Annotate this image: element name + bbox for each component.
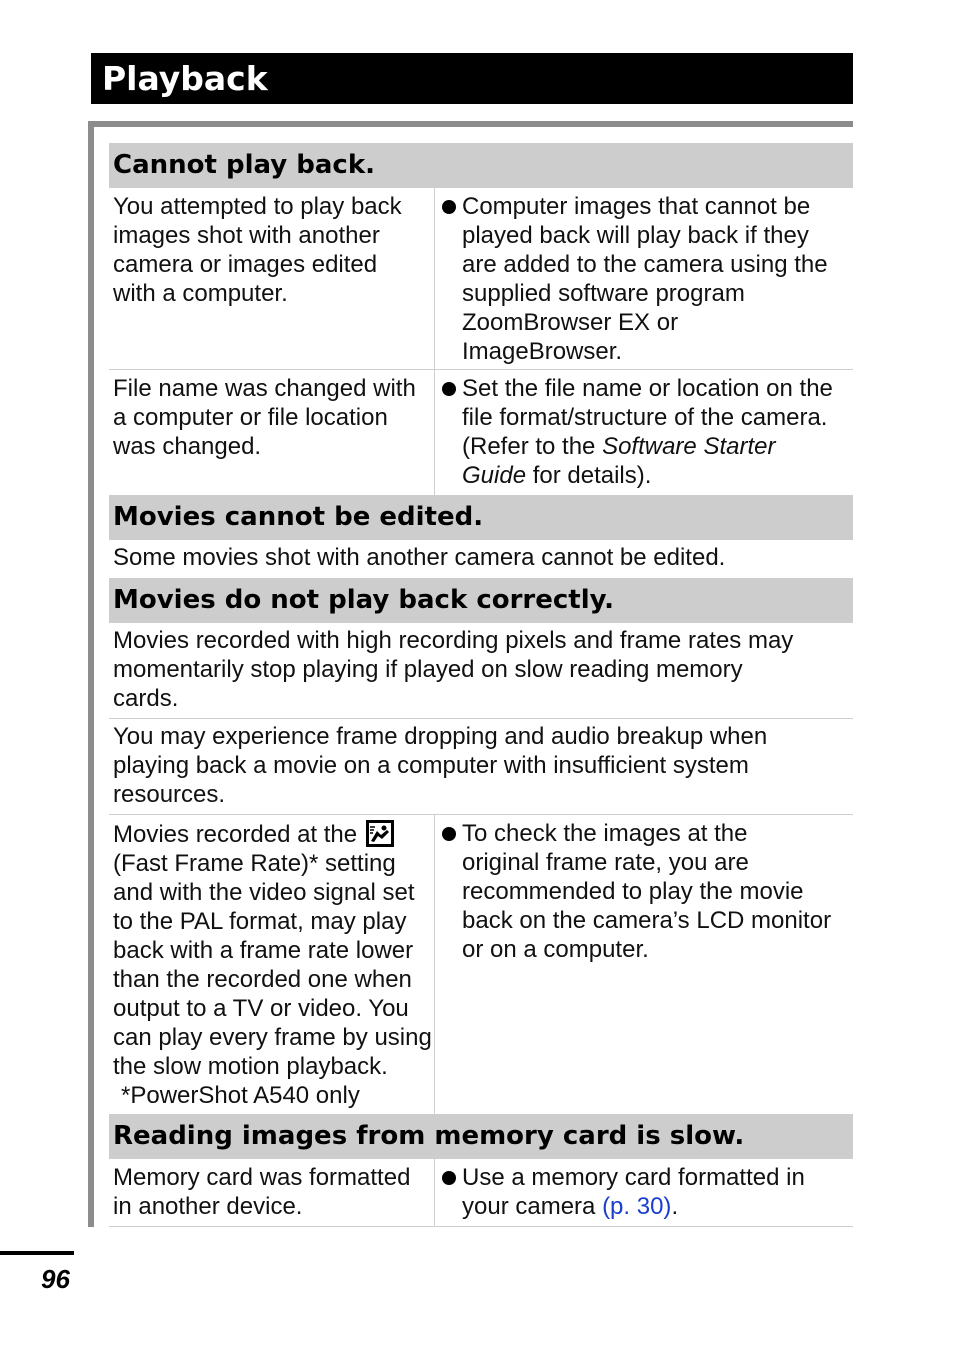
table-row: [109, 623, 853, 719]
table-row: [109, 815, 853, 1114]
remedy-text: Computer images that cannot be played back will play back if they are added to the camera using the supplied software program ZoomBrowser EX or ImageBrowser.: [462, 193, 828, 365]
table-row: [109, 370, 853, 495]
section-heading-movies-play: Movies do not play back correctly.: [109, 578, 853, 623]
cause-text: File name was changed with a computer or file location was changed.: [113, 375, 416, 460]
remedy-text: Use a memory card formatted in your camera (p. 30).: [462, 1164, 805, 1220]
page-title: Playback: [91, 53, 853, 104]
table-row: [109, 719, 853, 815]
cause-text: Memory card was formatted in another device.: [113, 1164, 411, 1220]
movies-play-para2: You may experience frame dropping and audio breakup when playing back a movie on a computer with insufficient system resources.: [113, 723, 768, 808]
remedy-cell: [435, 815, 853, 1114]
remedy-cell: [435, 188, 853, 369]
remedy-text: To check the images at the original frame rate, you are recommended to play the movie back on the camera’s LCD monitor or on a computer.: [462, 820, 832, 963]
remedy-text: Set the file name or location on the file format/structure of the camera. (Refer to the Software Starter Guide for details).: [462, 375, 833, 489]
footnote: *PowerShot A540 only: [121, 1082, 360, 1109]
table-row: [109, 540, 853, 578]
fast-frame-rate-icon: [365, 819, 395, 848]
cause-cell: [109, 370, 435, 495]
manual-title: Guide: [462, 462, 527, 489]
section-heading-reading-slow: Reading images from memory card is slow.: [109, 1114, 853, 1159]
cause-cell: [109, 815, 435, 1114]
table-row: [109, 188, 853, 370]
bullet-icon: [442, 1171, 456, 1185]
cause-cell: [109, 188, 435, 369]
cause-text: Movies recorded at the (Fast Frame Rate)* setting and with the video signal set to the PAL format, may play back with a frame rate lower than the recorded one when output to a TV or video. You can play every frame by using the slow motion playback. *PowerShot A540 only: [113, 819, 435, 1110]
cause-cell: [109, 1159, 435, 1226]
page-number: 96: [41, 1264, 70, 1294]
footer-rule: [0, 1251, 74, 1255]
bullet-icon: [442, 827, 456, 841]
section-heading-movies-edit: Movies cannot be edited.: [109, 495, 853, 540]
table-row: [109, 1159, 853, 1227]
cause-text: You attempted to play back images shot with another camera or images edited with a computer.: [113, 193, 402, 307]
remedy-cell: [435, 370, 853, 495]
movies-play-para1: Movies recorded with high recording pixels and frame rates may momentarily stop playing if played on slow reading memory cards.: [113, 627, 794, 712]
bullet-icon: [442, 382, 456, 396]
manual-title: Software Starter: [602, 433, 776, 460]
movies-edit-text: Some movies shot with another camera cannot be edited.: [113, 544, 726, 571]
bullet-icon: [442, 200, 456, 214]
remedy-cell: [435, 1159, 853, 1226]
page-reference-link[interactable]: (p. 30): [602, 1193, 672, 1220]
section-heading-cannot-play: Cannot play back.: [109, 143, 853, 188]
